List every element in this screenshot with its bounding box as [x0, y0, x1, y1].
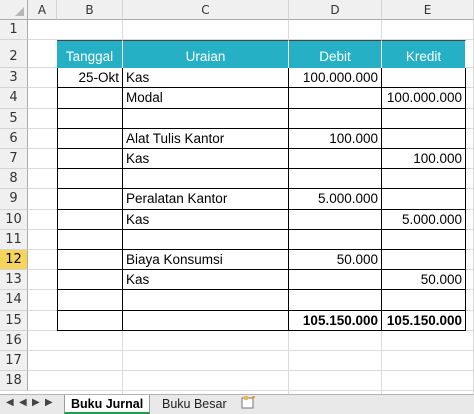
journal-cell-kredit — [382, 189, 466, 209]
journal-cell-debit: 100.000.000 — [289, 68, 382, 88]
column-header-d[interactable]: D — [289, 0, 382, 20]
journal-cell-tanggal — [57, 169, 123, 189]
row-header-7[interactable]: 7 — [0, 149, 28, 169]
total-kredit: 105.150.000 — [382, 311, 466, 331]
sheet-tab-buku-besar[interactable]: Buku Besar — [162, 397, 227, 411]
column-header-b[interactable]: B — [57, 0, 123, 20]
row-header-6[interactable]: 6 — [0, 129, 28, 149]
row-header-4[interactable]: 4 — [0, 88, 28, 108]
journal-cell-kredit: 100.000 — [382, 149, 466, 169]
row-header-5[interactable]: 5 — [0, 109, 28, 129]
total-uraian — [123, 311, 289, 331]
row-header-1[interactable]: 1 — [0, 20, 28, 40]
journal-cell-kredit — [382, 109, 466, 129]
journal-cell-uraian — [123, 169, 289, 189]
journal-cell-uraian: Modal — [123, 88, 289, 108]
prev-sheet-icon[interactable]: ◀ — [19, 397, 27, 408]
gridline-row — [28, 390, 474, 391]
row-header-14[interactable]: 14 — [0, 290, 28, 310]
journal-cell-tanggal — [57, 230, 123, 250]
journal-cell-uraian — [123, 290, 289, 310]
column-header-c[interactable]: C — [123, 0, 289, 20]
journal-cell-tanggal — [57, 250, 123, 270]
row-header-8[interactable]: 8 — [0, 169, 28, 189]
total-debit: 105.150.000 — [289, 311, 382, 331]
row-header-17[interactable]: 17 — [0, 351, 28, 371]
sheet-tab-buku-jurnal[interactable]: Buku Jurnal — [64, 395, 150, 414]
journal-cell-kredit — [382, 230, 466, 250]
journal-cell-tanggal — [57, 88, 123, 108]
journal-cell-debit — [289, 290, 382, 310]
journal-cell-debit: 50.000 — [289, 250, 382, 270]
journal-cell-uraian: Alat Tulis Kantor — [123, 129, 289, 149]
journal-cell-uraian: Biaya Konsumsi — [123, 250, 289, 270]
journal-cell-kredit: 50.000 — [382, 270, 466, 290]
column-header-a[interactable]: A — [28, 0, 57, 20]
header-cell-kredit: Kredit — [382, 40, 466, 68]
journal-cell-uraian: Kas — [123, 149, 289, 169]
journal-cell-tanggal — [57, 210, 123, 230]
journal-cell-kredit — [382, 169, 466, 189]
journal-cell-debit — [289, 169, 382, 189]
new-sheet-icon[interactable] — [241, 396, 257, 410]
journal-cell-kredit: 5.000.000 — [382, 210, 466, 230]
journal-cell-uraian — [123, 230, 289, 250]
journal-cell-kredit — [382, 250, 466, 270]
journal-cell-debit — [289, 270, 382, 290]
journal-cell-tanggal — [57, 290, 123, 310]
journal-cell-kredit — [382, 129, 466, 149]
journal-cell-uraian: Peralatan Kantor — [123, 189, 289, 209]
row-header-15[interactable]: 15 — [0, 311, 28, 331]
journal-cell-kredit — [382, 68, 466, 88]
header-cell-debit: Debit — [289, 40, 382, 68]
last-sheet-icon[interactable]: ▶​ — [45, 397, 53, 408]
journal-cell-tanggal — [57, 109, 123, 129]
journal-cell-debit — [289, 230, 382, 250]
journal-cell-tanggal — [57, 129, 123, 149]
journal-cell-uraian: Kas — [123, 210, 289, 230]
journal-cell-uraian: Kas — [123, 270, 289, 290]
journal-cell-kredit: 100.000.000 — [382, 88, 466, 108]
journal-cell-debit — [289, 109, 382, 129]
row-header-11[interactable]: 11 — [0, 230, 28, 250]
journal-cell-uraian: Kas — [123, 68, 289, 88]
journal-cell-tanggal — [57, 270, 123, 290]
journal-cell-debit: 5.000.000 — [289, 189, 382, 209]
row-header-13[interactable]: 13 — [0, 270, 28, 290]
row-header-12[interactable]: 12 — [0, 250, 28, 270]
row-header-16[interactable]: 16 — [0, 331, 28, 351]
sheet-tab-bar — [0, 394, 474, 414]
row-header-18[interactable]: 18 — [0, 371, 28, 391]
first-sheet-icon[interactable]: ◀​ — [6, 397, 14, 408]
journal-cell-tanggal — [57, 149, 123, 169]
journal-cell-tanggal — [57, 189, 123, 209]
select-all-corner[interactable] — [0, 0, 28, 20]
journal-cell-kredit — [382, 290, 466, 310]
column-header-e[interactable]: E — [382, 0, 474, 20]
header-cell-tanggal: Tanggal — [57, 40, 123, 68]
row-header-3[interactable]: 3 — [0, 68, 28, 88]
journal-cell-debit — [289, 149, 382, 169]
journal-cell-debit — [289, 210, 382, 230]
journal-cell-uraian — [123, 109, 289, 129]
journal-cell-debit: 100.000 — [289, 129, 382, 149]
gridline-row — [28, 350, 474, 351]
gridline-row — [28, 370, 474, 371]
total-tanggal — [57, 311, 123, 331]
journal-cell-debit — [289, 88, 382, 108]
next-sheet-icon[interactable]: ▶ — [32, 397, 40, 408]
row-header-9[interactable]: 9 — [0, 189, 28, 209]
row-header-10[interactable]: 10 — [0, 210, 28, 230]
header-cell-uraian: Uraian — [123, 40, 289, 68]
row-header-2[interactable]: 2 — [0, 40, 28, 68]
journal-cell-tanggal: 25-Okt — [57, 68, 123, 88]
